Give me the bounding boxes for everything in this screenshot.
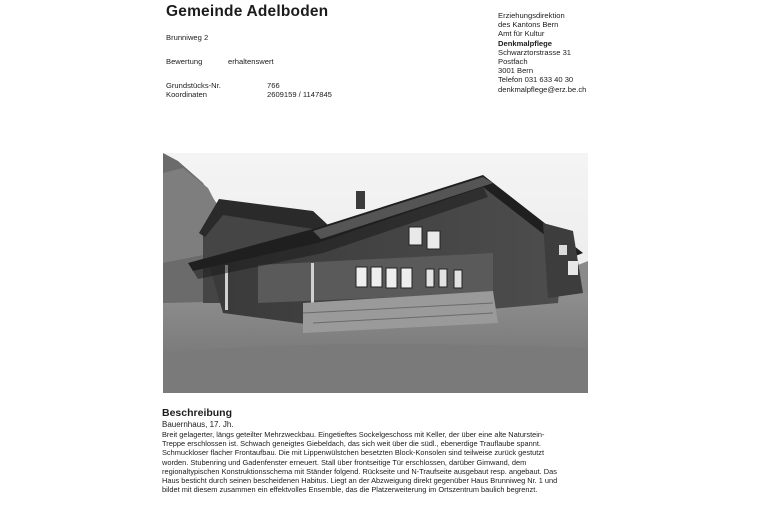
office-phone: Telefon 031 633 40 30 [498, 75, 574, 85]
office-line: Amt für Kultur [498, 29, 545, 39]
farmhouse-photo [163, 153, 588, 393]
description-line: worden. Stubenring und Gadenfenster erneuert. Stall über frontseitige Tür erschlossen, darüber Gimwand, dem [162, 457, 527, 467]
description-heading: Beschreibung [162, 407, 233, 419]
description-text [162, 430, 557, 494]
page-title: Gemeinde Adelboden [166, 3, 329, 20]
bewertung-label: Bewertung [166, 57, 203, 66]
office-department: Denkmalpflege [498, 38, 553, 48]
grundstueck-value: 766 [267, 81, 280, 90]
bewertung-value: erhaltenswert [228, 57, 274, 66]
koordinaten-value: 2609159 / 1147845 [267, 90, 332, 99]
description-subtitle: Bauernhaus, 17. Jh. [162, 420, 234, 429]
address: Brunniweg 2 [166, 33, 209, 42]
office-email: denkmalpflege@erz.be.ch [498, 84, 587, 94]
description-line: bildet mit diesem zusammen ein effektvolles Ensemble, das die Platzerweiterung im Ortszentrum baulich begrenzt. [162, 485, 538, 495]
koordinaten-label: Koordinaten [166, 90, 207, 99]
office-line: Schwarztorstrasse 31 [498, 47, 572, 57]
office-line: Erziehungsdirektion [498, 11, 565, 20]
description-line: Breit gelagerter, längs geteilter Mehrzweckbau. Eingetieftes Sockelgeschoss mit Keller, der über eine alte Naturstein- [162, 430, 545, 439]
office-line: des Kantons Bern [498, 20, 559, 30]
office-line: Postfach [498, 57, 528, 67]
description-line: Treppe erschlossen ist. Schwach geneigtes Giebeldach, das sich weit über die südl., ebenerdige Trauflaube spannt. [162, 439, 541, 449]
description-line: Schmuckloser flacher Frontaufbau. Die mit Lippenwülstchen besetzten Block-Konsolen sind teilweise zurück gestutzt [162, 448, 545, 458]
grundstueck-label: Grundstücks-Nr. [166, 81, 221, 90]
office-address-block [498, 11, 586, 94]
description-line: regionaltypischen Konstruktionsschema mit Ständer folgend. Rückseite und N-Traufseite ausgebaut resp. angebaut. Das [162, 466, 557, 476]
description-line: Haus besticht durch seinen bescheidenen Habitus. Liegt an der Abzweigung direkt gegenüber Haus Brunniweg Nr. 1 und [162, 476, 558, 486]
office-line: 3001 Bern [498, 66, 534, 76]
